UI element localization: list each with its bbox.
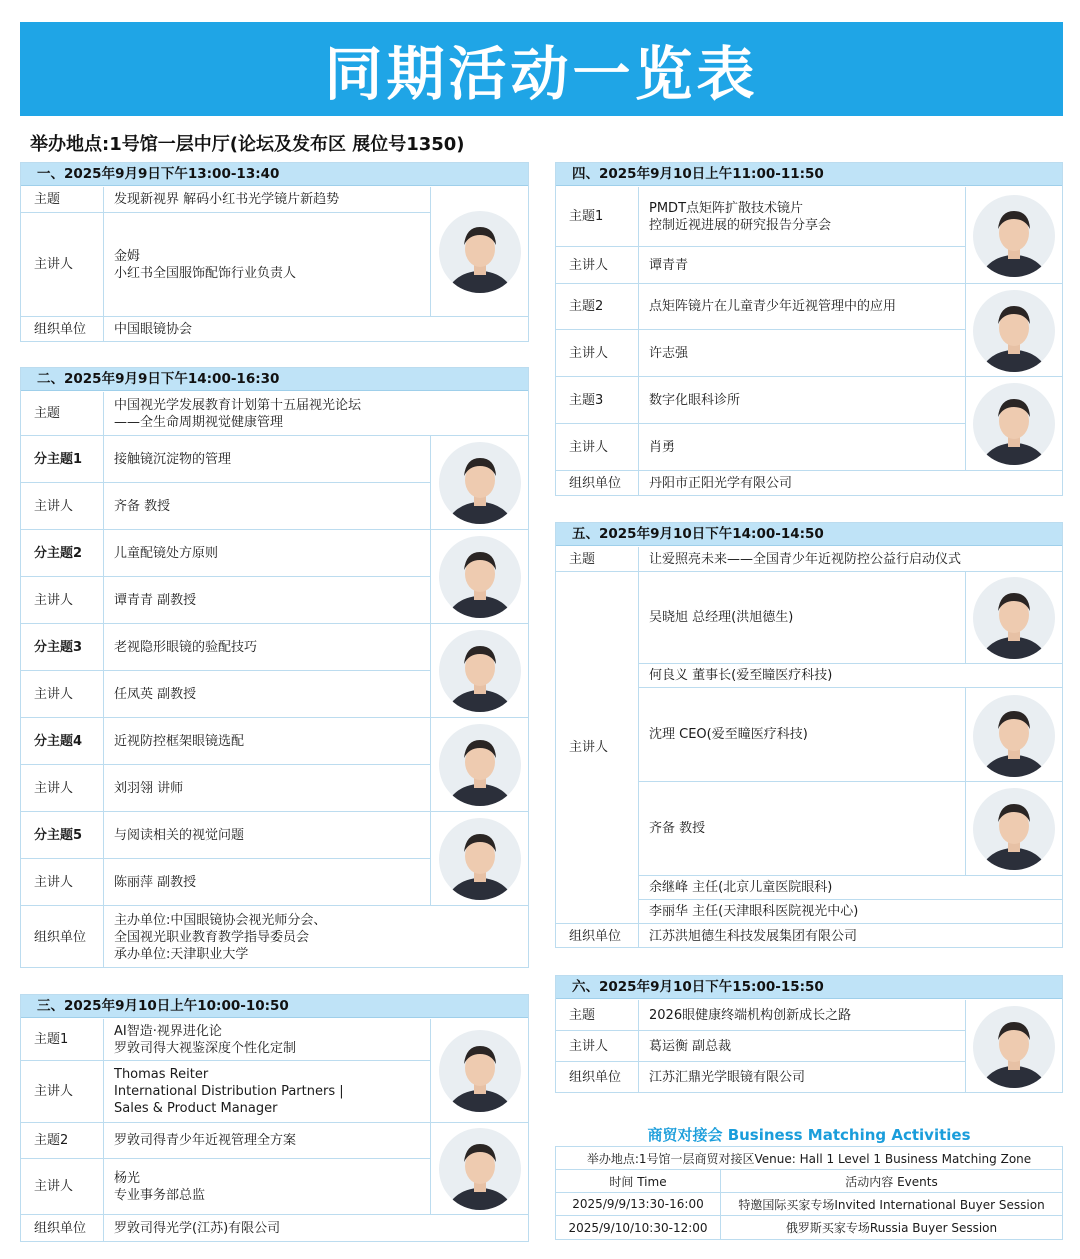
label-speaker: 主讲人 xyxy=(21,1061,104,1123)
label-organizer: 组织单位 xyxy=(21,906,104,968)
label-speaker: 主讲人 xyxy=(21,213,104,317)
session-2-organizer: 主办单位:中国眼镜协会视光师分会、 全国视光职业教育教学指导委员会 承办单位:天津职业大学 xyxy=(114,912,327,962)
session-1-organizer: 中国眼镜协会 xyxy=(114,322,193,337)
session-2-topic: 中国视光学发展教育计划第十五届视光论坛 ——全生命周期视觉健康管理 xyxy=(104,392,529,436)
label-organizer: 组织单位 xyxy=(21,1215,104,1242)
subtopic-5-speaker: 陈丽萍 副教授 xyxy=(104,859,430,906)
session-6-topic: 2026眼健康终端机构创新成长之路 xyxy=(639,1000,965,1031)
speaker-photo xyxy=(973,577,1055,659)
subtopic-4-speaker: 刘羽翎 讲师 xyxy=(104,765,430,812)
session-5-speaker-5: 余继峰 主任(北京儿童医院眼科) xyxy=(639,876,1063,900)
topic-1-label: 主题1 xyxy=(556,187,639,247)
session-2 xyxy=(20,367,529,968)
subtopic-2-speaker: 谭青青 副教授 xyxy=(104,577,430,624)
session-4-topic-1: PMDT点矩阵扩散技术镜片 控制近视进展的研究报告分享会 xyxy=(639,187,965,247)
bm-time: 2025/9/10/10:30-12:00 xyxy=(556,1216,721,1239)
label-organizer: 组织单位 xyxy=(556,471,639,496)
bm-time: 2025/9/9/13:30-16:00 xyxy=(556,1193,721,1215)
speaker-photo xyxy=(973,1006,1055,1088)
bm-venue: 举办地点:1号馆一层商贸对接区Venue: Hall 1 Level 1 Business Matching Zone xyxy=(586,1151,1032,1166)
venue-line: 举办地点:1号馆一层中厅(论坛及发布区 展位号1350) xyxy=(30,134,465,155)
label-speaker: 主讲人 xyxy=(556,247,639,284)
topic-2-label: 主题2 xyxy=(21,1123,104,1159)
session-5-speaker-4: 齐备 教授 xyxy=(639,782,965,876)
session-3-topic-1: AI智造·视界进化论 罗敦司得大视鉴深度个性化定制 xyxy=(104,1019,430,1061)
session-1-topic: 发现新视界 解码小红书光学镜片新趋势 xyxy=(104,187,430,213)
label-topic: 主题 xyxy=(21,187,104,213)
speaker-photo xyxy=(439,724,521,806)
label-topic: 主题 xyxy=(556,547,639,572)
session-5 xyxy=(555,522,1063,948)
subtopic-5-label: 分主题5 xyxy=(21,812,104,859)
speaker-photo xyxy=(439,442,521,524)
subtopic-1-speaker: 齐备 教授 xyxy=(104,483,430,530)
subtopic-4-topic: 近视防控框架眼镜选配 xyxy=(104,718,430,765)
subtopic-2-topic: 儿童配镜处方原则 xyxy=(104,530,430,577)
session-3-organizer: 罗敦司得光学(江苏)有限公司 xyxy=(114,1221,281,1236)
session-4-header: 四、2025年9月10日上午11:00-11:50 xyxy=(556,163,1062,186)
session-1-header: 一、2025年9月9日下午13:00-13:40 xyxy=(21,163,528,186)
session-5-speaker-6: 李丽华 主任(天津眼科医院视光中心) xyxy=(639,900,1063,924)
speaker-photo xyxy=(439,630,521,712)
session-4-speaker-1: 谭青青 xyxy=(639,247,965,284)
label-speaker: 主讲人 xyxy=(21,765,104,812)
session-4 xyxy=(555,162,1063,496)
label-speaker: 主讲人 xyxy=(21,483,104,530)
bm-col-time: 时间 Time xyxy=(556,1170,721,1192)
label-speaker: 主讲人 xyxy=(21,671,104,718)
label-speaker: 主讲人 xyxy=(21,577,104,624)
session-3-speaker-2: 杨光 专业事务部总监 xyxy=(104,1159,430,1215)
speaker-photo xyxy=(439,1128,521,1210)
page-title: 同期活动一览表 xyxy=(324,40,759,108)
label-speaker: 主讲人 xyxy=(21,1159,104,1215)
speaker-photo xyxy=(973,290,1055,372)
label-speaker: 主讲人 xyxy=(556,424,639,471)
session-6-speaker: 葛运衡 副总裁 xyxy=(639,1031,965,1062)
session-6 xyxy=(555,975,1063,1093)
topic-1-label: 主题1 xyxy=(21,1019,104,1061)
speaker-photo xyxy=(973,695,1055,777)
subtopic-1-topic: 接触镜沉淀物的管理 xyxy=(104,436,430,483)
speaker-photo xyxy=(973,383,1055,465)
session-6-header: 六、2025年9月10日下午15:00-15:50 xyxy=(556,976,1062,999)
bm-venue-row xyxy=(556,1147,1062,1170)
label-organizer: 组织单位 xyxy=(556,1062,639,1093)
session-5-speaker-1: 吴晓旭 总经理(洪旭德生) xyxy=(639,572,965,664)
session-4-speaker-2: 许志强 xyxy=(639,330,965,377)
bm-event: 俄罗斯买家专场Russia Buyer Session xyxy=(785,1221,998,1235)
label-speaker: 主讲人 xyxy=(556,572,639,924)
subtopic-1-label: 分主题1 xyxy=(21,436,104,483)
session-6-organizer: 江苏汇鼎光学眼镜有限公司 xyxy=(649,1070,806,1085)
table-row xyxy=(556,1216,1062,1239)
speaker-photo xyxy=(439,211,521,293)
session-1-speaker: 金姆 小红书全国服饰配饰行业负责人 xyxy=(104,213,430,317)
speaker-photo xyxy=(439,1030,521,1112)
session-3-speaker-1: Thomas Reiter International Distribution Partners | Sales & Product Manager xyxy=(104,1061,430,1123)
label-topic: 主题 xyxy=(556,1000,639,1031)
session-5-speaker-2: 何良义 董事长(爱至瞳医疗科技) xyxy=(639,664,1063,688)
subtopic-3-label: 分主题3 xyxy=(21,624,104,671)
session-3-topic-2: 罗敦司得青少年近视管理全方案 xyxy=(104,1123,430,1159)
session-4-organizer: 丹阳市正阳光学有限公司 xyxy=(649,476,793,491)
session-1 xyxy=(20,162,529,342)
session-3-header: 三、2025年9月10日上午10:00-10:50 xyxy=(21,995,528,1018)
label-organizer: 组织单位 xyxy=(556,924,639,948)
label-topic: 主题 xyxy=(21,392,104,436)
session-4-topic-2: 点矩阵镜片在儿童青少年近视管理中的应用 xyxy=(639,284,965,330)
session-5-organizer: 江苏洪旭德生科技发展集团有限公司 xyxy=(649,928,858,944)
label-speaker: 主讲人 xyxy=(556,330,639,377)
speaker-photo xyxy=(439,818,521,900)
speaker-photo xyxy=(439,536,521,618)
session-3 xyxy=(20,994,529,1242)
business-matching-table xyxy=(555,1146,1063,1240)
session-2-header: 二、2025年9月9日下午14:00-16:30 xyxy=(21,368,528,391)
label-organizer: 组织单位 xyxy=(21,317,104,342)
bm-header-row xyxy=(556,1170,1062,1193)
session-4-speaker-3: 肖勇 xyxy=(639,424,965,471)
speaker-photo xyxy=(973,788,1055,870)
subtopic-4-label: 分主题4 xyxy=(21,718,104,765)
session-5-topic: 让爱照亮未来——全国青少年近视防控公益行启动仪式 xyxy=(639,547,1063,572)
subtopic-3-speaker: 任凤英 副教授 xyxy=(104,671,430,718)
label-speaker: 主讲人 xyxy=(21,859,104,906)
topic-2-label: 主题2 xyxy=(556,284,639,330)
table-row xyxy=(556,1193,1062,1216)
subtopic-2-label: 分主题2 xyxy=(21,530,104,577)
bm-event: 特邀国际买家专场Invited International Buyer Session xyxy=(738,1197,1045,1212)
session-5-speaker-3: 沈理 CEO(爱至瞳医疗科技) xyxy=(639,688,965,782)
topic-3-label: 主题3 xyxy=(556,377,639,424)
bm-col-events: 活动内容 Events xyxy=(845,1174,938,1189)
business-matching-title: 商贸对接会 Business Matching Activities xyxy=(647,1126,971,1144)
label-speaker: 主讲人 xyxy=(556,1031,639,1062)
subtopic-5-topic: 与阅读相关的视觉问题 xyxy=(104,812,430,859)
speaker-photo xyxy=(973,195,1055,277)
subtopic-3-topic: 老视隐形眼镜的验配技巧 xyxy=(104,624,430,671)
session-4-topic-3: 数字化眼科诊所 xyxy=(639,377,965,424)
session-5-header: 五、2025年9月10日下午14:00-14:50 xyxy=(556,523,1062,546)
title-banner xyxy=(20,22,1063,116)
